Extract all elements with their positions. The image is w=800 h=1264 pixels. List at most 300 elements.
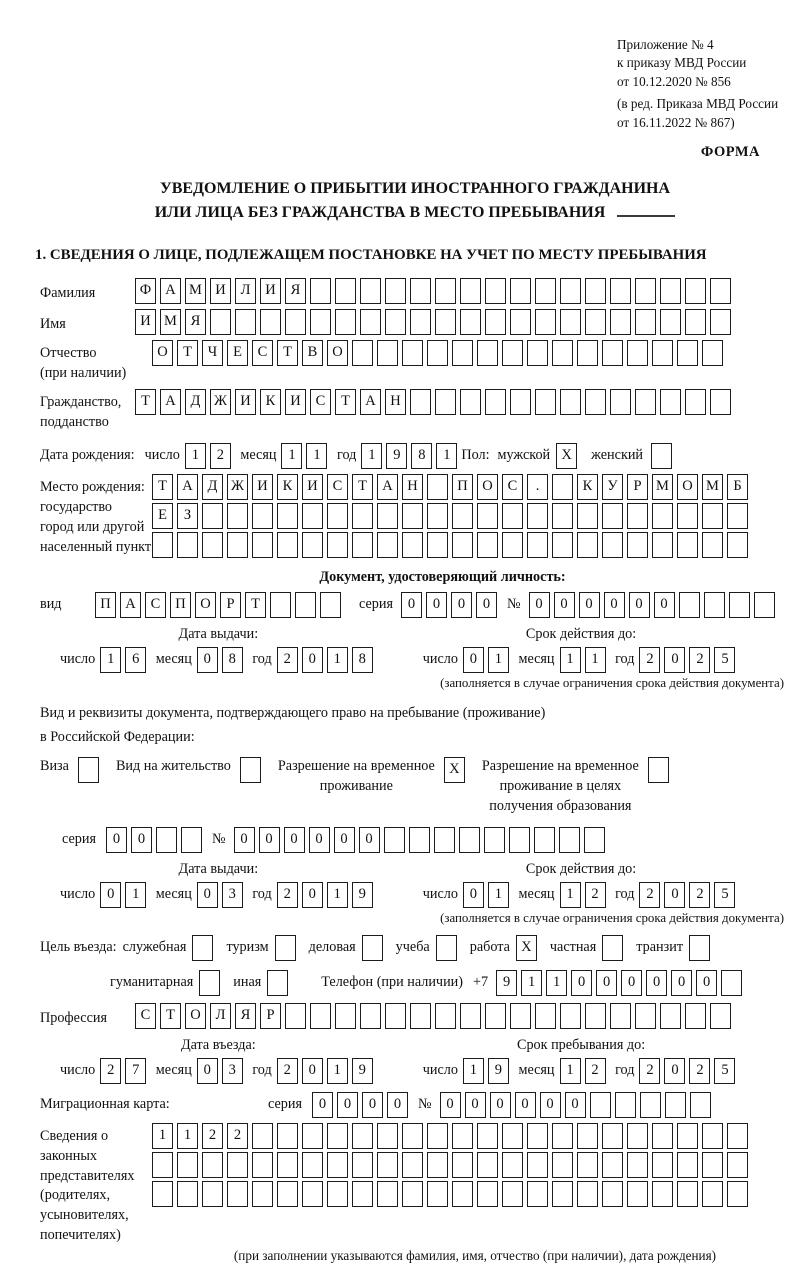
char-cell[interactable] [435, 278, 456, 304]
char-cell[interactable] [690, 1092, 711, 1118]
char-cell[interactable]: И [235, 389, 256, 415]
checkbox-cell[interactable] [192, 935, 213, 961]
char-cell[interactable] [602, 1123, 623, 1149]
char-cell[interactable] [477, 340, 498, 366]
char-cell[interactable]: Т [277, 340, 298, 366]
char-cell[interactable] [585, 1003, 606, 1029]
char-cell[interactable] [310, 278, 331, 304]
char-cell[interactable]: С [135, 1003, 156, 1029]
char-cell[interactable] [384, 827, 405, 853]
char-cell[interactable] [577, 503, 598, 529]
char-cell[interactable] [510, 309, 531, 335]
char-cell[interactable] [427, 532, 448, 558]
char-cell[interactable] [327, 1123, 348, 1149]
char-cell[interactable] [277, 1123, 298, 1149]
char-cell[interactable]: . [527, 474, 548, 500]
char-cell[interactable] [202, 532, 223, 558]
char-cell[interactable] [640, 1092, 661, 1118]
char-cell[interactable]: О [677, 474, 698, 500]
char-cell[interactable]: А [120, 592, 141, 618]
char-cell[interactable] [677, 1181, 698, 1207]
char-cell[interactable] [685, 309, 706, 335]
char-cell[interactable] [652, 1181, 673, 1207]
char-cell[interactable]: 5 [714, 882, 735, 908]
checkbox-cell[interactable] [240, 757, 261, 783]
char-cell[interactable] [721, 970, 742, 996]
char-cell[interactable] [552, 503, 573, 529]
char-cell[interactable] [177, 532, 198, 558]
char-cell[interactable] [660, 1003, 681, 1029]
char-cell[interactable] [270, 592, 291, 618]
char-cell[interactable] [352, 340, 373, 366]
char-cell[interactable]: С [252, 340, 273, 366]
char-cell[interactable] [277, 1152, 298, 1178]
checkbox-cell[interactable] [436, 935, 457, 961]
char-cell[interactable]: 0 [579, 592, 600, 618]
char-cell[interactable] [285, 1003, 306, 1029]
char-cell[interactable]: Е [227, 340, 248, 366]
char-cell[interactable] [360, 1003, 381, 1029]
char-cell[interactable] [459, 827, 480, 853]
char-cell[interactable] [702, 1181, 723, 1207]
char-cell[interactable] [627, 1152, 648, 1178]
char-cell[interactable]: 0 [451, 592, 472, 618]
char-cell[interactable]: Я [235, 1003, 256, 1029]
char-cell[interactable] [302, 532, 323, 558]
char-cell[interactable]: 0 [515, 1092, 536, 1118]
char-cell[interactable] [509, 827, 530, 853]
char-cell[interactable] [385, 1003, 406, 1029]
char-cell[interactable]: 0 [440, 1092, 461, 1118]
char-cell[interactable]: 2 [689, 882, 710, 908]
char-cell[interactable] [477, 1181, 498, 1207]
char-cell[interactable] [460, 278, 481, 304]
checkbox-cell[interactable] [275, 935, 296, 961]
char-cell[interactable]: 2 [210, 443, 231, 469]
char-cell[interactable]: 0 [401, 592, 422, 618]
char-cell[interactable]: Ф [135, 278, 156, 304]
char-cell[interactable] [652, 532, 673, 558]
char-cell[interactable]: 1 [327, 1058, 348, 1084]
char-cell[interactable] [152, 1181, 173, 1207]
char-cell[interactable] [277, 532, 298, 558]
char-cell[interactable] [302, 1123, 323, 1149]
char-cell[interactable] [627, 503, 648, 529]
char-cell[interactable] [727, 1152, 748, 1178]
char-cell[interactable] [410, 389, 431, 415]
char-cell[interactable]: 0 [131, 827, 152, 853]
char-cell[interactable]: 1 [463, 1058, 484, 1084]
char-cell[interactable] [377, 1123, 398, 1149]
char-cell[interactable] [427, 1181, 448, 1207]
char-cell[interactable]: 0 [197, 882, 218, 908]
char-cell[interactable]: 1 [560, 882, 581, 908]
char-cell[interactable] [377, 532, 398, 558]
char-cell[interactable] [402, 1123, 423, 1149]
char-cell[interactable]: 0 [529, 592, 550, 618]
char-cell[interactable]: Т [352, 474, 373, 500]
char-cell[interactable] [702, 503, 723, 529]
char-cell[interactable]: У [602, 474, 623, 500]
char-cell[interactable] [677, 1123, 698, 1149]
char-cell[interactable] [652, 503, 673, 529]
char-cell[interactable] [527, 1123, 548, 1149]
char-cell[interactable]: 0 [309, 827, 330, 853]
char-cell[interactable] [402, 503, 423, 529]
char-cell[interactable]: И [285, 389, 306, 415]
char-cell[interactable]: О [185, 1003, 206, 1029]
char-cell[interactable]: А [360, 389, 381, 415]
char-cell[interactable]: 2 [639, 647, 660, 673]
char-cell[interactable]: 2 [277, 1058, 298, 1084]
char-cell[interactable] [535, 389, 556, 415]
char-cell[interactable]: Н [402, 474, 423, 500]
char-cell[interactable] [327, 1181, 348, 1207]
char-cell[interactable] [485, 1003, 506, 1029]
char-cell[interactable]: Н [385, 389, 406, 415]
char-cell[interactable] [685, 278, 706, 304]
char-cell[interactable]: 0 [234, 827, 255, 853]
char-cell[interactable] [710, 1003, 731, 1029]
char-cell[interactable]: Т [177, 340, 198, 366]
char-cell[interactable] [427, 1123, 448, 1149]
char-cell[interactable]: 0 [100, 882, 121, 908]
char-cell[interactable] [527, 1181, 548, 1207]
char-cell[interactable] [210, 309, 231, 335]
char-cell[interactable] [615, 1092, 636, 1118]
char-cell[interactable] [727, 1181, 748, 1207]
char-cell[interactable] [402, 340, 423, 366]
char-cell[interactable] [352, 1123, 373, 1149]
char-cell[interactable] [602, 1152, 623, 1178]
char-cell[interactable] [327, 503, 348, 529]
char-cell[interactable]: М [702, 474, 723, 500]
char-cell[interactable] [702, 1123, 723, 1149]
char-cell[interactable]: 0 [465, 1092, 486, 1118]
char-cell[interactable] [385, 309, 406, 335]
char-cell[interactable] [377, 503, 398, 529]
char-cell[interactable] [502, 1152, 523, 1178]
char-cell[interactable]: 1 [185, 443, 206, 469]
char-cell[interactable] [552, 1152, 573, 1178]
char-cell[interactable]: П [170, 592, 191, 618]
char-cell[interactable] [377, 340, 398, 366]
char-cell[interactable]: И [210, 278, 231, 304]
char-cell[interactable] [485, 309, 506, 335]
char-cell[interactable]: 0 [259, 827, 280, 853]
char-cell[interactable] [710, 278, 731, 304]
char-cell[interactable]: Т [135, 389, 156, 415]
char-cell[interactable] [434, 827, 455, 853]
char-cell[interactable] [460, 1003, 481, 1029]
char-cell[interactable] [227, 1152, 248, 1178]
char-cell[interactable]: И [260, 278, 281, 304]
char-cell[interactable] [302, 1152, 323, 1178]
char-cell[interactable] [635, 278, 656, 304]
char-cell[interactable] [585, 309, 606, 335]
char-cell[interactable]: 0 [337, 1092, 358, 1118]
char-cell[interactable] [552, 340, 573, 366]
char-cell[interactable]: 0 [197, 1058, 218, 1084]
char-cell[interactable]: 0 [476, 592, 497, 618]
char-cell[interactable] [177, 1181, 198, 1207]
char-cell[interactable] [460, 389, 481, 415]
char-cell[interactable] [729, 592, 750, 618]
char-cell[interactable] [585, 278, 606, 304]
char-cell[interactable]: 1 [306, 443, 327, 469]
char-cell[interactable]: М [160, 309, 181, 335]
char-cell[interactable] [627, 1181, 648, 1207]
char-cell[interactable]: 0 [426, 592, 447, 618]
char-cell[interactable] [152, 532, 173, 558]
char-cell[interactable] [360, 278, 381, 304]
char-cell[interactable] [727, 532, 748, 558]
char-cell[interactable] [335, 278, 356, 304]
char-cell[interactable] [677, 1152, 698, 1178]
char-cell[interactable] [710, 389, 731, 415]
char-cell[interactable]: Т [152, 474, 173, 500]
checkbox-cell[interactable] [267, 970, 288, 996]
checkbox-cell[interactable]: X [556, 443, 577, 469]
char-cell[interactable] [677, 340, 698, 366]
char-cell[interactable]: 0 [106, 827, 127, 853]
char-cell[interactable] [560, 309, 581, 335]
checkbox-cell[interactable] [362, 935, 383, 961]
char-cell[interactable]: Р [627, 474, 648, 500]
char-cell[interactable]: 0 [671, 970, 692, 996]
char-cell[interactable] [652, 340, 673, 366]
char-cell[interactable] [477, 503, 498, 529]
char-cell[interactable]: Ч [202, 340, 223, 366]
char-cell[interactable] [452, 1123, 473, 1149]
char-cell[interactable] [427, 503, 448, 529]
char-cell[interactable] [435, 389, 456, 415]
char-cell[interactable]: 0 [571, 970, 592, 996]
char-cell[interactable] [560, 278, 581, 304]
char-cell[interactable]: 2 [227, 1123, 248, 1149]
char-cell[interactable] [660, 389, 681, 415]
char-cell[interactable]: 9 [496, 970, 517, 996]
char-cell[interactable] [577, 1181, 598, 1207]
char-cell[interactable]: 1 [177, 1123, 198, 1149]
char-cell[interactable] [435, 1003, 456, 1029]
char-cell[interactable]: 1 [436, 443, 457, 469]
char-cell[interactable]: О [327, 340, 348, 366]
char-cell[interactable]: О [477, 474, 498, 500]
char-cell[interactable] [679, 592, 700, 618]
char-cell[interactable] [510, 278, 531, 304]
char-cell[interactable] [302, 503, 323, 529]
char-cell[interactable] [402, 1181, 423, 1207]
char-cell[interactable]: 9 [488, 1058, 509, 1084]
char-cell[interactable] [352, 532, 373, 558]
char-cell[interactable] [704, 592, 725, 618]
char-cell[interactable]: 0 [554, 592, 575, 618]
char-cell[interactable] [252, 1123, 273, 1149]
char-cell[interactable] [484, 827, 505, 853]
char-cell[interactable] [152, 1152, 173, 1178]
char-cell[interactable] [652, 1123, 673, 1149]
char-cell[interactable] [477, 1152, 498, 1178]
char-cell[interactable] [627, 1123, 648, 1149]
char-cell[interactable]: 2 [639, 882, 660, 908]
char-cell[interactable] [635, 309, 656, 335]
char-cell[interactable] [552, 532, 573, 558]
char-cell[interactable] [235, 309, 256, 335]
char-cell[interactable]: 1 [281, 443, 302, 469]
char-cell[interactable]: 5 [714, 647, 735, 673]
char-cell[interactable]: 0 [629, 592, 650, 618]
char-cell[interactable]: 1 [560, 1058, 581, 1084]
char-cell[interactable] [502, 532, 523, 558]
char-cell[interactable] [577, 1123, 598, 1149]
char-cell[interactable] [410, 278, 431, 304]
char-cell[interactable] [427, 340, 448, 366]
char-cell[interactable]: Е [152, 503, 173, 529]
char-cell[interactable] [285, 309, 306, 335]
char-cell[interactable] [460, 309, 481, 335]
char-cell[interactable]: 0 [664, 647, 685, 673]
char-cell[interactable] [260, 309, 281, 335]
char-cell[interactable]: 7 [125, 1058, 146, 1084]
char-cell[interactable] [510, 389, 531, 415]
char-cell[interactable] [277, 503, 298, 529]
char-cell[interactable]: Т [160, 1003, 181, 1029]
checkbox-cell[interactable] [689, 935, 710, 961]
char-cell[interactable]: 8 [411, 443, 432, 469]
char-cell[interactable] [527, 503, 548, 529]
checkbox-cell[interactable] [78, 757, 99, 783]
char-cell[interactable]: 9 [352, 1058, 373, 1084]
char-cell[interactable] [295, 592, 316, 618]
char-cell[interactable] [702, 532, 723, 558]
char-cell[interactable]: В [302, 340, 323, 366]
char-cell[interactable] [560, 1003, 581, 1029]
char-cell[interactable] [702, 1152, 723, 1178]
char-cell[interactable] [202, 1152, 223, 1178]
char-cell[interactable] [527, 340, 548, 366]
char-cell[interactable]: З [177, 503, 198, 529]
char-cell[interactable]: 0 [463, 882, 484, 908]
char-cell[interactable]: С [145, 592, 166, 618]
char-cell[interactable]: 2 [202, 1123, 223, 1149]
char-cell[interactable] [252, 532, 273, 558]
char-cell[interactable] [552, 1181, 573, 1207]
char-cell[interactable] [610, 389, 631, 415]
char-cell[interactable] [452, 340, 473, 366]
char-cell[interactable] [227, 503, 248, 529]
char-cell[interactable] [602, 532, 623, 558]
char-cell[interactable] [660, 309, 681, 335]
char-cell[interactable] [727, 503, 748, 529]
char-cell[interactable]: 0 [490, 1092, 511, 1118]
char-cell[interactable] [754, 592, 775, 618]
char-cell[interactable] [610, 278, 631, 304]
char-cell[interactable]: 0 [312, 1092, 333, 1118]
char-cell[interactable]: С [327, 474, 348, 500]
char-cell[interactable] [156, 827, 177, 853]
char-cell[interactable] [702, 340, 723, 366]
char-cell[interactable] [502, 503, 523, 529]
char-cell[interactable]: И [252, 474, 273, 500]
char-cell[interactable] [635, 1003, 656, 1029]
char-cell[interactable] [502, 1123, 523, 1149]
char-cell[interactable]: Т [335, 389, 356, 415]
char-cell[interactable] [377, 1181, 398, 1207]
char-cell[interactable]: К [260, 389, 281, 415]
char-cell[interactable]: 0 [565, 1092, 586, 1118]
char-cell[interactable]: 0 [646, 970, 667, 996]
char-cell[interactable] [485, 278, 506, 304]
char-cell[interactable] [252, 503, 273, 529]
char-cell[interactable]: А [177, 474, 198, 500]
char-cell[interactable] [652, 1152, 673, 1178]
char-cell[interactable]: О [195, 592, 216, 618]
char-cell[interactable] [602, 1181, 623, 1207]
char-cell[interactable] [577, 1152, 598, 1178]
char-cell[interactable] [402, 1152, 423, 1178]
char-cell[interactable]: 0 [463, 647, 484, 673]
char-cell[interactable]: 1 [152, 1123, 173, 1149]
char-cell[interactable]: 1 [560, 647, 581, 673]
char-cell[interactable] [685, 389, 706, 415]
char-cell[interactable] [527, 532, 548, 558]
char-cell[interactable] [559, 827, 580, 853]
char-cell[interactable]: 1 [327, 647, 348, 673]
char-cell[interactable]: 9 [352, 882, 373, 908]
char-cell[interactable] [352, 1152, 373, 1178]
char-cell[interactable]: О [152, 340, 173, 366]
char-cell[interactable] [327, 1152, 348, 1178]
char-cell[interactable] [252, 1152, 273, 1178]
char-cell[interactable] [409, 827, 430, 853]
char-cell[interactable] [202, 1181, 223, 1207]
char-cell[interactable]: Ж [227, 474, 248, 500]
char-cell[interactable] [710, 309, 731, 335]
checkbox-cell[interactable] [602, 935, 623, 961]
char-cell[interactable] [635, 389, 656, 415]
char-cell[interactable]: 0 [621, 970, 642, 996]
char-cell[interactable]: 2 [639, 1058, 660, 1084]
char-cell[interactable] [577, 340, 598, 366]
char-cell[interactable] [502, 1181, 523, 1207]
char-cell[interactable]: Р [260, 1003, 281, 1029]
char-cell[interactable] [665, 1092, 686, 1118]
checkbox-cell[interactable] [651, 443, 672, 469]
char-cell[interactable]: 0 [654, 592, 675, 618]
char-cell[interactable] [227, 1181, 248, 1207]
char-cell[interactable]: 1 [125, 882, 146, 908]
char-cell[interactable] [534, 827, 555, 853]
char-cell[interactable] [435, 309, 456, 335]
char-cell[interactable] [677, 532, 698, 558]
char-cell[interactable] [727, 1123, 748, 1149]
char-cell[interactable]: 2 [585, 882, 606, 908]
char-cell[interactable] [410, 1003, 431, 1029]
char-cell[interactable] [535, 309, 556, 335]
char-cell[interactable]: 1 [100, 647, 121, 673]
char-cell[interactable]: Л [210, 1003, 231, 1029]
char-cell[interactable]: Л [235, 278, 256, 304]
char-cell[interactable] [252, 1181, 273, 1207]
char-cell[interactable] [302, 1181, 323, 1207]
char-cell[interactable] [277, 1181, 298, 1207]
char-cell[interactable]: 0 [696, 970, 717, 996]
char-cell[interactable] [327, 532, 348, 558]
checkbox-cell[interactable] [648, 757, 669, 783]
char-cell[interactable]: 1 [488, 647, 509, 673]
char-cell[interactable] [584, 827, 605, 853]
